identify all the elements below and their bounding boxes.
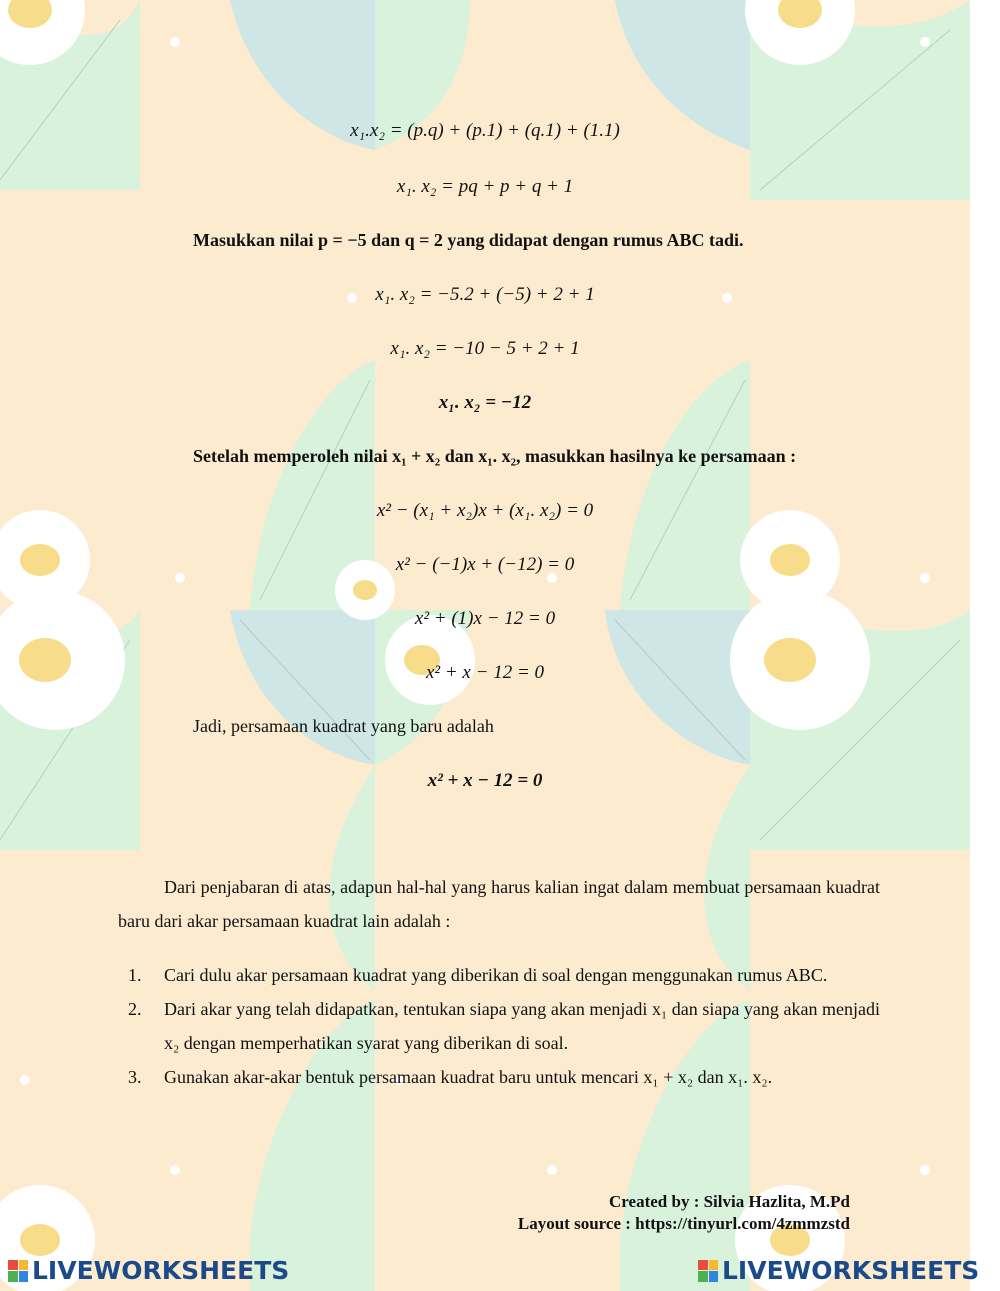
equation-computed: x₁. x₂ = −10 − 5 + 2 + 1 xyxy=(390,338,580,359)
steps-list xyxy=(118,958,880,1094)
layout-source-credit: Layout source : https://tinyurl.com/4zmmzstd xyxy=(517,1214,850,1233)
instruction-insert: Setelah memperoleh nilai x₁ + x₂ dan x₁. x₂, masukkan hasilnya ke persamaan : xyxy=(193,446,797,466)
equation-substituted: x₁. x₂ = −5.2 + (−5) + 2 + 1 xyxy=(375,284,595,305)
conclusion-text: Jadi, persamaan kuadrat yang baru adalah xyxy=(193,716,494,736)
liveworksheets-logo-right xyxy=(698,1256,979,1285)
equation-product-expanded: x₁.x₂ = (p.q) + (p.1) + (q.1) + (1.1) xyxy=(350,120,620,141)
equation-product-result: x₁. x₂ = −12 xyxy=(438,392,532,413)
brand-text: LIVEWORKSHEETS xyxy=(32,1256,290,1285)
liveworksheets-icon xyxy=(698,1260,718,1282)
list-item xyxy=(118,958,880,992)
list-item xyxy=(118,1060,880,1094)
list-item-text: Dari akar yang telah didapatkan, tentukan siapa yang akan menjadi x₁ dan siapa yang akan menjadi x₂ dengan memperhatikan syarat yang diberikan di soal. xyxy=(164,999,880,1053)
list-item xyxy=(118,992,880,1060)
equation-general-form: x² − (x₁ + x₂)x + (x₁. x₂) = 0 xyxy=(376,500,594,521)
list-item-text: Gunakan akar-akar bentuk persamaan kuadrat baru untuk mencari x₁ + x₂ dan x₁. x₂. xyxy=(164,1067,773,1087)
liveworksheets-logo-left xyxy=(8,1256,289,1285)
equation-product-simplified: x₁. x₂ = pq + p + q + 1 xyxy=(396,176,574,197)
instruction-substitute: Masukkan nilai p = −5 dan q = 2 yang didapat dengan rumus ABC tadi. xyxy=(193,230,744,250)
equation-step-2: x² + (1)x − 12 = 0 xyxy=(414,608,556,629)
liveworksheets-icon xyxy=(8,1260,28,1282)
list-item-text: Cari dulu akar persamaan kuadrat yang diberikan di soal dengan menggunakan rumus ABC. xyxy=(164,965,828,985)
equation-final: x² + x − 12 = 0 xyxy=(427,770,543,791)
created-by-credit: Created by : Silvia Hazlita, M.Pd xyxy=(609,1192,850,1211)
brand-text: LIVEWORKSHEETS xyxy=(722,1256,980,1285)
equation-step-3: x² + x − 12 = 0 xyxy=(425,662,545,683)
equation-step-1: x² − (−1)x + (−12) = 0 xyxy=(395,554,575,575)
summary-paragraph: Dari penjabaran di atas, adapun hal-hal yang harus kalian ingat dalam membuat persamaan kuadrat baru dari akar persamaan kuadrat lain adalah : xyxy=(118,877,880,931)
list-item-number: 2. xyxy=(128,999,142,1019)
list-item-number: 3. xyxy=(128,1067,142,1087)
list-item-number: 1. xyxy=(128,965,142,985)
